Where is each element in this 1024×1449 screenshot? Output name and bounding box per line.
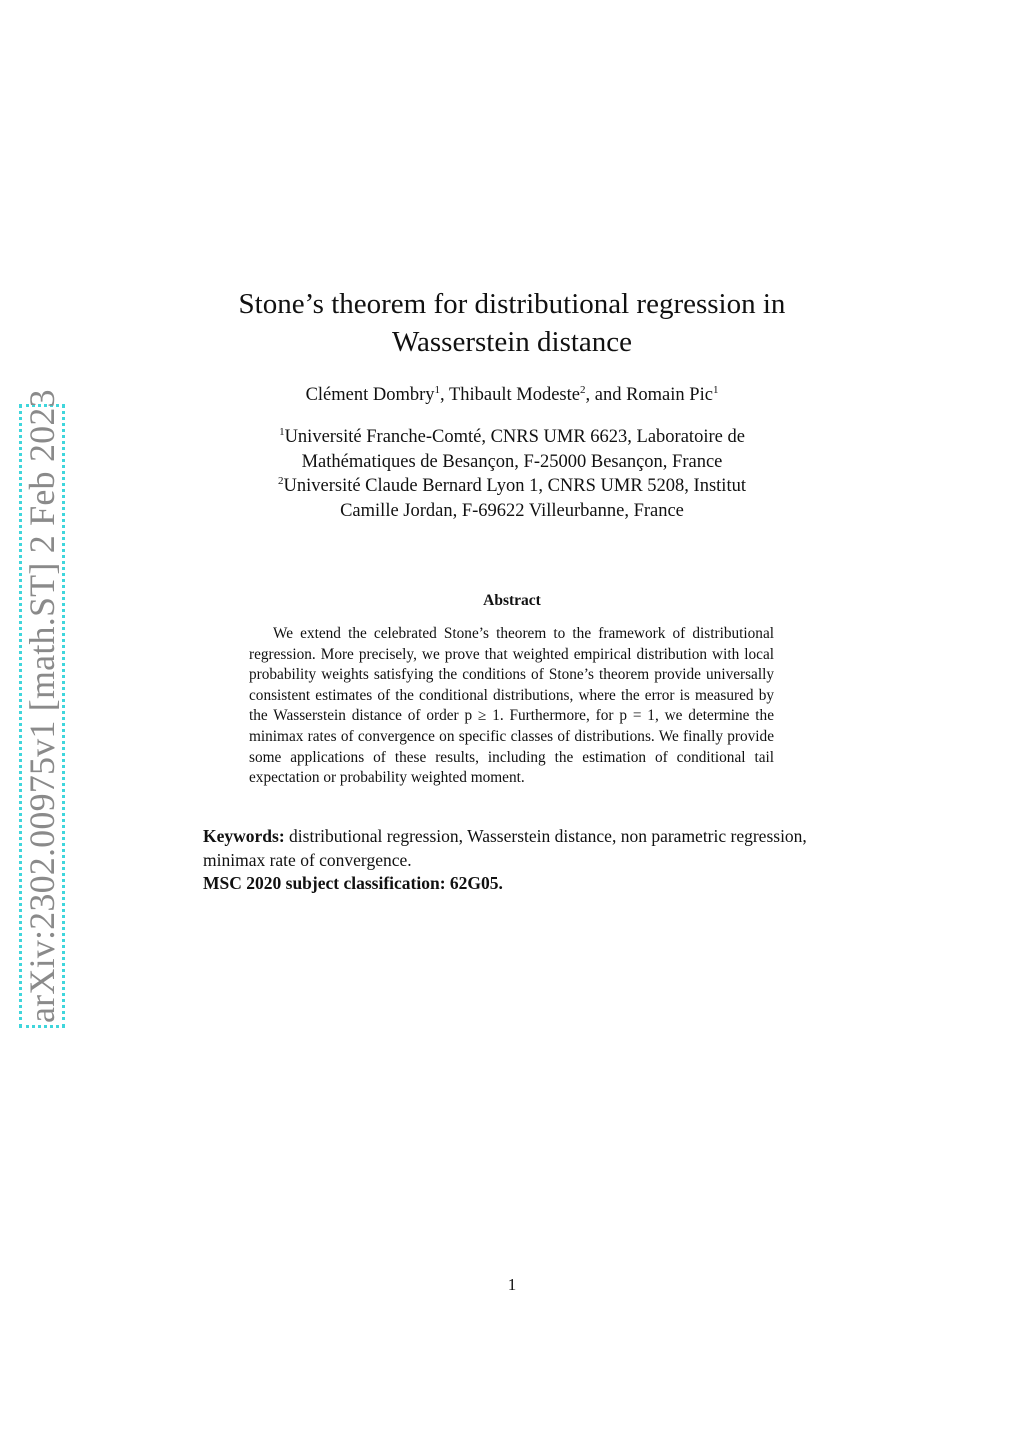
affiliation-1 [200,425,824,474]
page-number: 1 [507,1275,517,1294]
keywords-text: distributional regression, Wasserstein distance, non parametric regression, minimax rate of convergence. [203,826,807,870]
paper-title [200,285,824,361]
affiliation-2-line-2: Camille Jordan, F-69622 Villeurbanne, France [340,500,684,521]
affiliation-1-line-1: Université Franche-Comté, CNRS UMR 6623, Laboratoire de [284,427,745,447]
author-separator: , [440,385,449,405]
author-name: Thibault Modeste [448,385,580,405]
author-affiliation-mark: 1 [712,384,719,396]
arxiv-stamp-text: arXiv:2302.00975v1 [math.ST] 2 Feb 2023 [22,389,62,1023]
affiliation-1-line-2: Mathématiques de Besançon, F-25000 Besançon, France [301,451,723,472]
author-name: Romain Pic [626,385,713,405]
keywords-label: Keywords: [203,826,285,846]
affiliation-2 [200,474,824,523]
affiliation-mark: 1 [279,426,285,438]
keywords-section [203,824,825,872]
msc-classification: MSC 2020 subject classification: 62G05. [203,873,503,893]
author-affiliation-mark: 1 [434,384,441,396]
affiliation-2-line-1: Université Claude Bernard Lyon 1, CNRS UMR 5208, Institut [283,476,746,496]
abstract-body: We extend the celebrated Stone’s theorem to the framework of distributional regression. More precisely, we prove that weighted empirical distribution with local probability weights satisfying the conditions of Stone’s theorem provide universally consistent estimates of the conditional distributions, where the error is measured by the Wasserstein distance of order p ≥ 1. Furthermore, for p = 1, we determine the minimax rates of convergence on specific classes of distributions. We finally provide some applications of these results, including the estimation of conditional tail expectation or probability weighted moment. [249,625,774,787]
author-list [200,383,824,407]
abstract-heading: Abstract [483,592,541,609]
author-name: Clément Dombry [305,385,435,405]
affiliation-mark: 2 [278,475,284,487]
affiliation-list [200,425,824,523]
title-line-1: Stone’s theorem for distributional regression in [238,288,786,320]
author-affiliation-mark: 2 [579,384,586,396]
title-line-2: Wasserstein distance [391,326,633,358]
author-separator: , and [585,385,627,405]
